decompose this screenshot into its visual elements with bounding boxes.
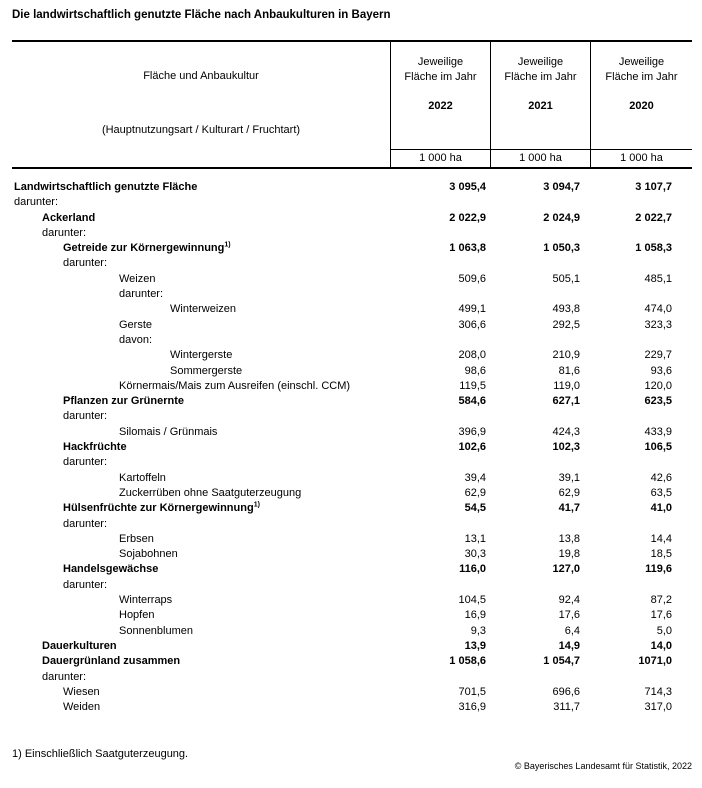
unit-cell-2020: 1 000 ha <box>590 149 692 167</box>
value-cell: 2 022,9 <box>449 211 486 224</box>
value-cell <box>590 226 692 241</box>
value-cell: 119,5 <box>459 379 486 392</box>
table-row <box>12 211 692 226</box>
value-cell: 39,1 <box>558 471 580 484</box>
row-label: darunter: <box>63 257 108 270</box>
value-cell: 1 063,8 <box>449 242 486 255</box>
value-cell: 210,9 <box>552 349 580 362</box>
value-cell <box>490 578 590 593</box>
page-title: Die landwirtschaftlich genutzte Fläche nach Anbaukulturen in Bayern <box>12 9 391 21</box>
value-cell: 120,0 <box>644 379 672 392</box>
value-cell: 1 058,6 <box>449 655 486 668</box>
value-cell: 14,0 <box>650 639 672 652</box>
table-row <box>12 593 692 608</box>
table-row <box>12 501 692 516</box>
table-row <box>12 226 692 241</box>
value-cell: 505,1 <box>552 272 580 285</box>
table-row <box>12 608 692 623</box>
value-cell <box>390 409 490 424</box>
value-cell: 584,6 <box>458 395 486 408</box>
row-label: darunter: <box>119 288 164 301</box>
table-row <box>12 639 692 654</box>
value-cell <box>590 195 692 210</box>
value-cell: 474,0 <box>644 303 672 316</box>
value-cell: 102,6 <box>458 441 486 454</box>
table-row <box>12 333 692 348</box>
table-row <box>12 180 692 195</box>
table-row <box>12 379 692 394</box>
value-cell: 14,4 <box>650 532 672 545</box>
value-cell <box>390 333 490 348</box>
value-cell: 311,7 <box>553 701 580 714</box>
row-label: Dauerkulturen <box>42 639 117 652</box>
value-cell: 98,6 <box>464 364 486 377</box>
row-label: Weiden <box>63 701 101 714</box>
table-body <box>12 169 692 715</box>
column-caption-line1: Jeweilige <box>417 56 464 68</box>
row-label: Handelsgewächse <box>63 563 159 576</box>
value-cell: 41,7 <box>558 502 580 515</box>
row-label: Hopfen <box>119 609 155 622</box>
column-caption-line2: Fläche im Jahr <box>504 71 577 83</box>
value-cell: 485,1 <box>644 272 672 285</box>
row-label: Gerste <box>119 318 153 331</box>
value-cell: 9,3 <box>470 624 486 637</box>
value-cell: 2 024,9 <box>543 211 580 224</box>
value-cell: 424,3 <box>552 425 580 438</box>
value-cell: 116,0 <box>459 563 486 576</box>
unit-cell-2021: 1 000 ha <box>490 149 590 167</box>
value-cell <box>390 517 490 532</box>
row-label: Kartoffeln <box>119 471 166 484</box>
table-row <box>12 670 692 685</box>
row-label: Sojabohnen <box>119 548 178 561</box>
row-label: darunter: <box>63 578 108 591</box>
value-cell: 3 095,4 <box>449 181 486 193</box>
value-cell: 6,4 <box>564 624 580 637</box>
row-label: darunter: <box>42 670 87 683</box>
value-cell: 63,5 <box>650 486 672 499</box>
value-cell: 18,5 <box>650 548 672 561</box>
value-cell: 627,1 <box>552 395 580 408</box>
table-row <box>12 425 692 440</box>
value-cell <box>590 517 692 532</box>
value-cell: 396,9 <box>458 425 486 438</box>
value-cell: 81,6 <box>558 364 580 377</box>
row-label: Hülsenfrüchte zur Körnergewinnung$^{1)}$ <box>63 501 260 515</box>
value-cell: 16,9 <box>464 609 486 622</box>
value-cell: 493,8 <box>552 303 580 316</box>
table-row <box>12 364 692 379</box>
value-cell <box>490 517 590 532</box>
column-header-2021 <box>490 42 590 149</box>
table-row <box>12 486 692 501</box>
table-row <box>12 624 692 639</box>
value-cell: 323,3 <box>644 318 672 331</box>
table-row <box>12 517 692 532</box>
value-cell: 13,9 <box>464 639 486 652</box>
row-label: Getreide zur Körnergewinnung$^{1)}$ <box>63 241 231 255</box>
value-cell <box>390 578 490 593</box>
row-label: Sonnenblumen <box>119 624 194 637</box>
value-cell: 316,9 <box>458 701 486 714</box>
value-cell: 102,3 <box>552 441 580 454</box>
table-row <box>12 532 692 547</box>
table-row <box>12 348 692 363</box>
table-row <box>12 700 692 715</box>
column-caption-line1: Jeweilige <box>618 56 665 68</box>
value-cell: 623,5 <box>644 395 672 408</box>
value-cell: 1071,0 <box>638 655 672 668</box>
table-row <box>12 241 692 256</box>
value-cell <box>590 333 692 348</box>
value-cell: 119,6 <box>645 563 672 576</box>
value-cell: 292,5 <box>552 318 580 331</box>
table-row <box>12 195 692 210</box>
value-cell: 714,3 <box>644 685 672 698</box>
value-cell <box>490 256 590 271</box>
value-cell <box>590 670 692 685</box>
value-cell <box>490 195 590 210</box>
value-cell: 106,5 <box>644 441 672 454</box>
value-cell: 19,8 <box>558 548 580 561</box>
value-cell: 17,6 <box>650 609 672 622</box>
value-cell <box>390 226 490 241</box>
value-cell: 87,2 <box>650 594 672 607</box>
table-row <box>12 562 692 577</box>
table-row <box>12 471 692 486</box>
column-header-2020 <box>590 42 692 149</box>
column-header-2022 <box>390 42 490 149</box>
value-cell <box>490 333 590 348</box>
row-label: darunter: <box>14 196 59 209</box>
footnote: 1) Einschließlich Saatguterzeugung. <box>12 748 189 760</box>
value-cell: 93,6 <box>650 364 672 377</box>
table-row <box>12 440 692 455</box>
unit-cell-empty <box>12 149 390 167</box>
value-cell: 62,9 <box>558 486 580 499</box>
value-cell: 306,6 <box>458 318 486 331</box>
table-row <box>12 272 692 287</box>
value-cell: 3 107,7 <box>635 181 672 193</box>
value-cell <box>490 409 590 424</box>
value-cell: 1 050,3 <box>543 242 580 255</box>
value-cell <box>590 287 692 302</box>
copyright: © Bayerisches Landesamt für Statistik, 2022 <box>514 761 692 771</box>
row-label: Sommergerste <box>170 364 243 377</box>
row-label: Pflanzen zur Grünernte <box>63 395 185 408</box>
row-label: darunter: <box>63 410 108 423</box>
label-header-line1: Fläche und Anbaukultur <box>143 70 259 82</box>
value-cell: 92,4 <box>558 594 580 607</box>
column-year: 2020 <box>629 100 654 112</box>
table-header <box>12 40 692 169</box>
value-cell: 119,0 <box>553 379 580 392</box>
value-cell: 433,9 <box>644 425 672 438</box>
value-cell: 17,6 <box>558 609 580 622</box>
label-header-line2: (Hauptnutzungsart / Kulturart / Fruchtart) <box>101 124 301 136</box>
table-row <box>12 685 692 700</box>
unit-cell-2022: 1 000 ha <box>390 149 490 167</box>
footnote-marker: 1) <box>224 241 231 249</box>
table-row <box>12 318 692 333</box>
table-row <box>12 547 692 562</box>
table-row <box>12 578 692 593</box>
value-cell <box>490 670 590 685</box>
value-cell: 696,6 <box>552 685 580 698</box>
column-caption-line1: Jeweilige <box>517 56 564 68</box>
value-cell: 499,1 <box>458 303 486 316</box>
value-cell <box>390 287 490 302</box>
row-label: Ackerland <box>42 211 96 224</box>
value-cell <box>390 195 490 210</box>
value-cell <box>590 256 692 271</box>
footnote-marker: 1) <box>253 501 260 509</box>
value-cell: 13,1 <box>464 532 486 545</box>
column-caption-line2: Fläche im Jahr <box>404 71 477 83</box>
row-label: Silomais / Grünmais <box>119 425 218 438</box>
row-label: Erbsen <box>119 532 154 545</box>
value-cell: 1 058,3 <box>635 242 672 255</box>
value-cell: 39,4 <box>464 471 486 484</box>
row-label: darunter: <box>63 456 108 469</box>
table-row <box>12 654 692 669</box>
value-cell: 2 022,7 <box>635 211 672 224</box>
value-cell <box>490 226 590 241</box>
value-cell: 30,3 <box>464 548 486 561</box>
value-cell: 14,9 <box>558 639 580 652</box>
value-cell: 509,6 <box>458 272 486 285</box>
row-label: Weizen <box>119 272 156 285</box>
value-cell: 208,0 <box>458 349 486 362</box>
row-label: Landwirtschaftlich genutzte Fläche <box>14 181 198 193</box>
value-cell <box>590 578 692 593</box>
value-cell: 229,7 <box>644 349 672 362</box>
value-cell <box>390 455 490 470</box>
value-cell: 104,5 <box>458 594 486 607</box>
value-cell: 13,8 <box>558 532 580 545</box>
value-cell <box>390 670 490 685</box>
row-label: Körnermais/Mais zum Ausreifen (einschl. CCM) <box>119 379 351 392</box>
table-row <box>12 394 692 409</box>
value-cell <box>390 256 490 271</box>
value-cell: 3 094,7 <box>543 181 580 193</box>
table-row <box>12 302 692 317</box>
value-cell: 5,0 <box>656 624 672 637</box>
column-caption-line2: Fläche im Jahr <box>605 71 678 83</box>
row-label: davon: <box>119 333 153 346</box>
row-label: Winterweizen <box>170 303 237 316</box>
value-cell: 54,5 <box>464 502 486 515</box>
column-year: 2021 <box>528 100 553 112</box>
value-cell: 701,5 <box>458 685 486 698</box>
table-row <box>12 287 692 302</box>
row-label: Hackfrüchte <box>63 441 127 454</box>
row-label: Winterraps <box>119 594 173 607</box>
value-cell <box>490 455 590 470</box>
row-label: Wintergerste <box>170 349 233 362</box>
table-row <box>12 256 692 271</box>
table-row <box>12 409 692 424</box>
row-label: Zuckerrüben ohne Saatguterzeugung <box>119 486 302 499</box>
value-cell: 1 054,7 <box>543 655 580 668</box>
value-cell <box>590 455 692 470</box>
row-label: Dauergrünland zusammen <box>42 655 181 668</box>
column-year: 2022 <box>428 100 453 112</box>
value-cell: 317,0 <box>644 701 672 714</box>
value-cell <box>490 287 590 302</box>
value-cell: 42,6 <box>650 471 672 484</box>
table <box>12 40 692 715</box>
table-row <box>12 455 692 470</box>
row-label: Wiesen <box>63 685 100 698</box>
value-cell <box>590 409 692 424</box>
value-cell: 62,9 <box>464 486 486 499</box>
row-label: darunter: <box>42 226 87 239</box>
value-cell: 127,0 <box>552 563 580 576</box>
value-cell: 41,0 <box>650 502 672 515</box>
row-label: darunter: <box>63 517 108 530</box>
